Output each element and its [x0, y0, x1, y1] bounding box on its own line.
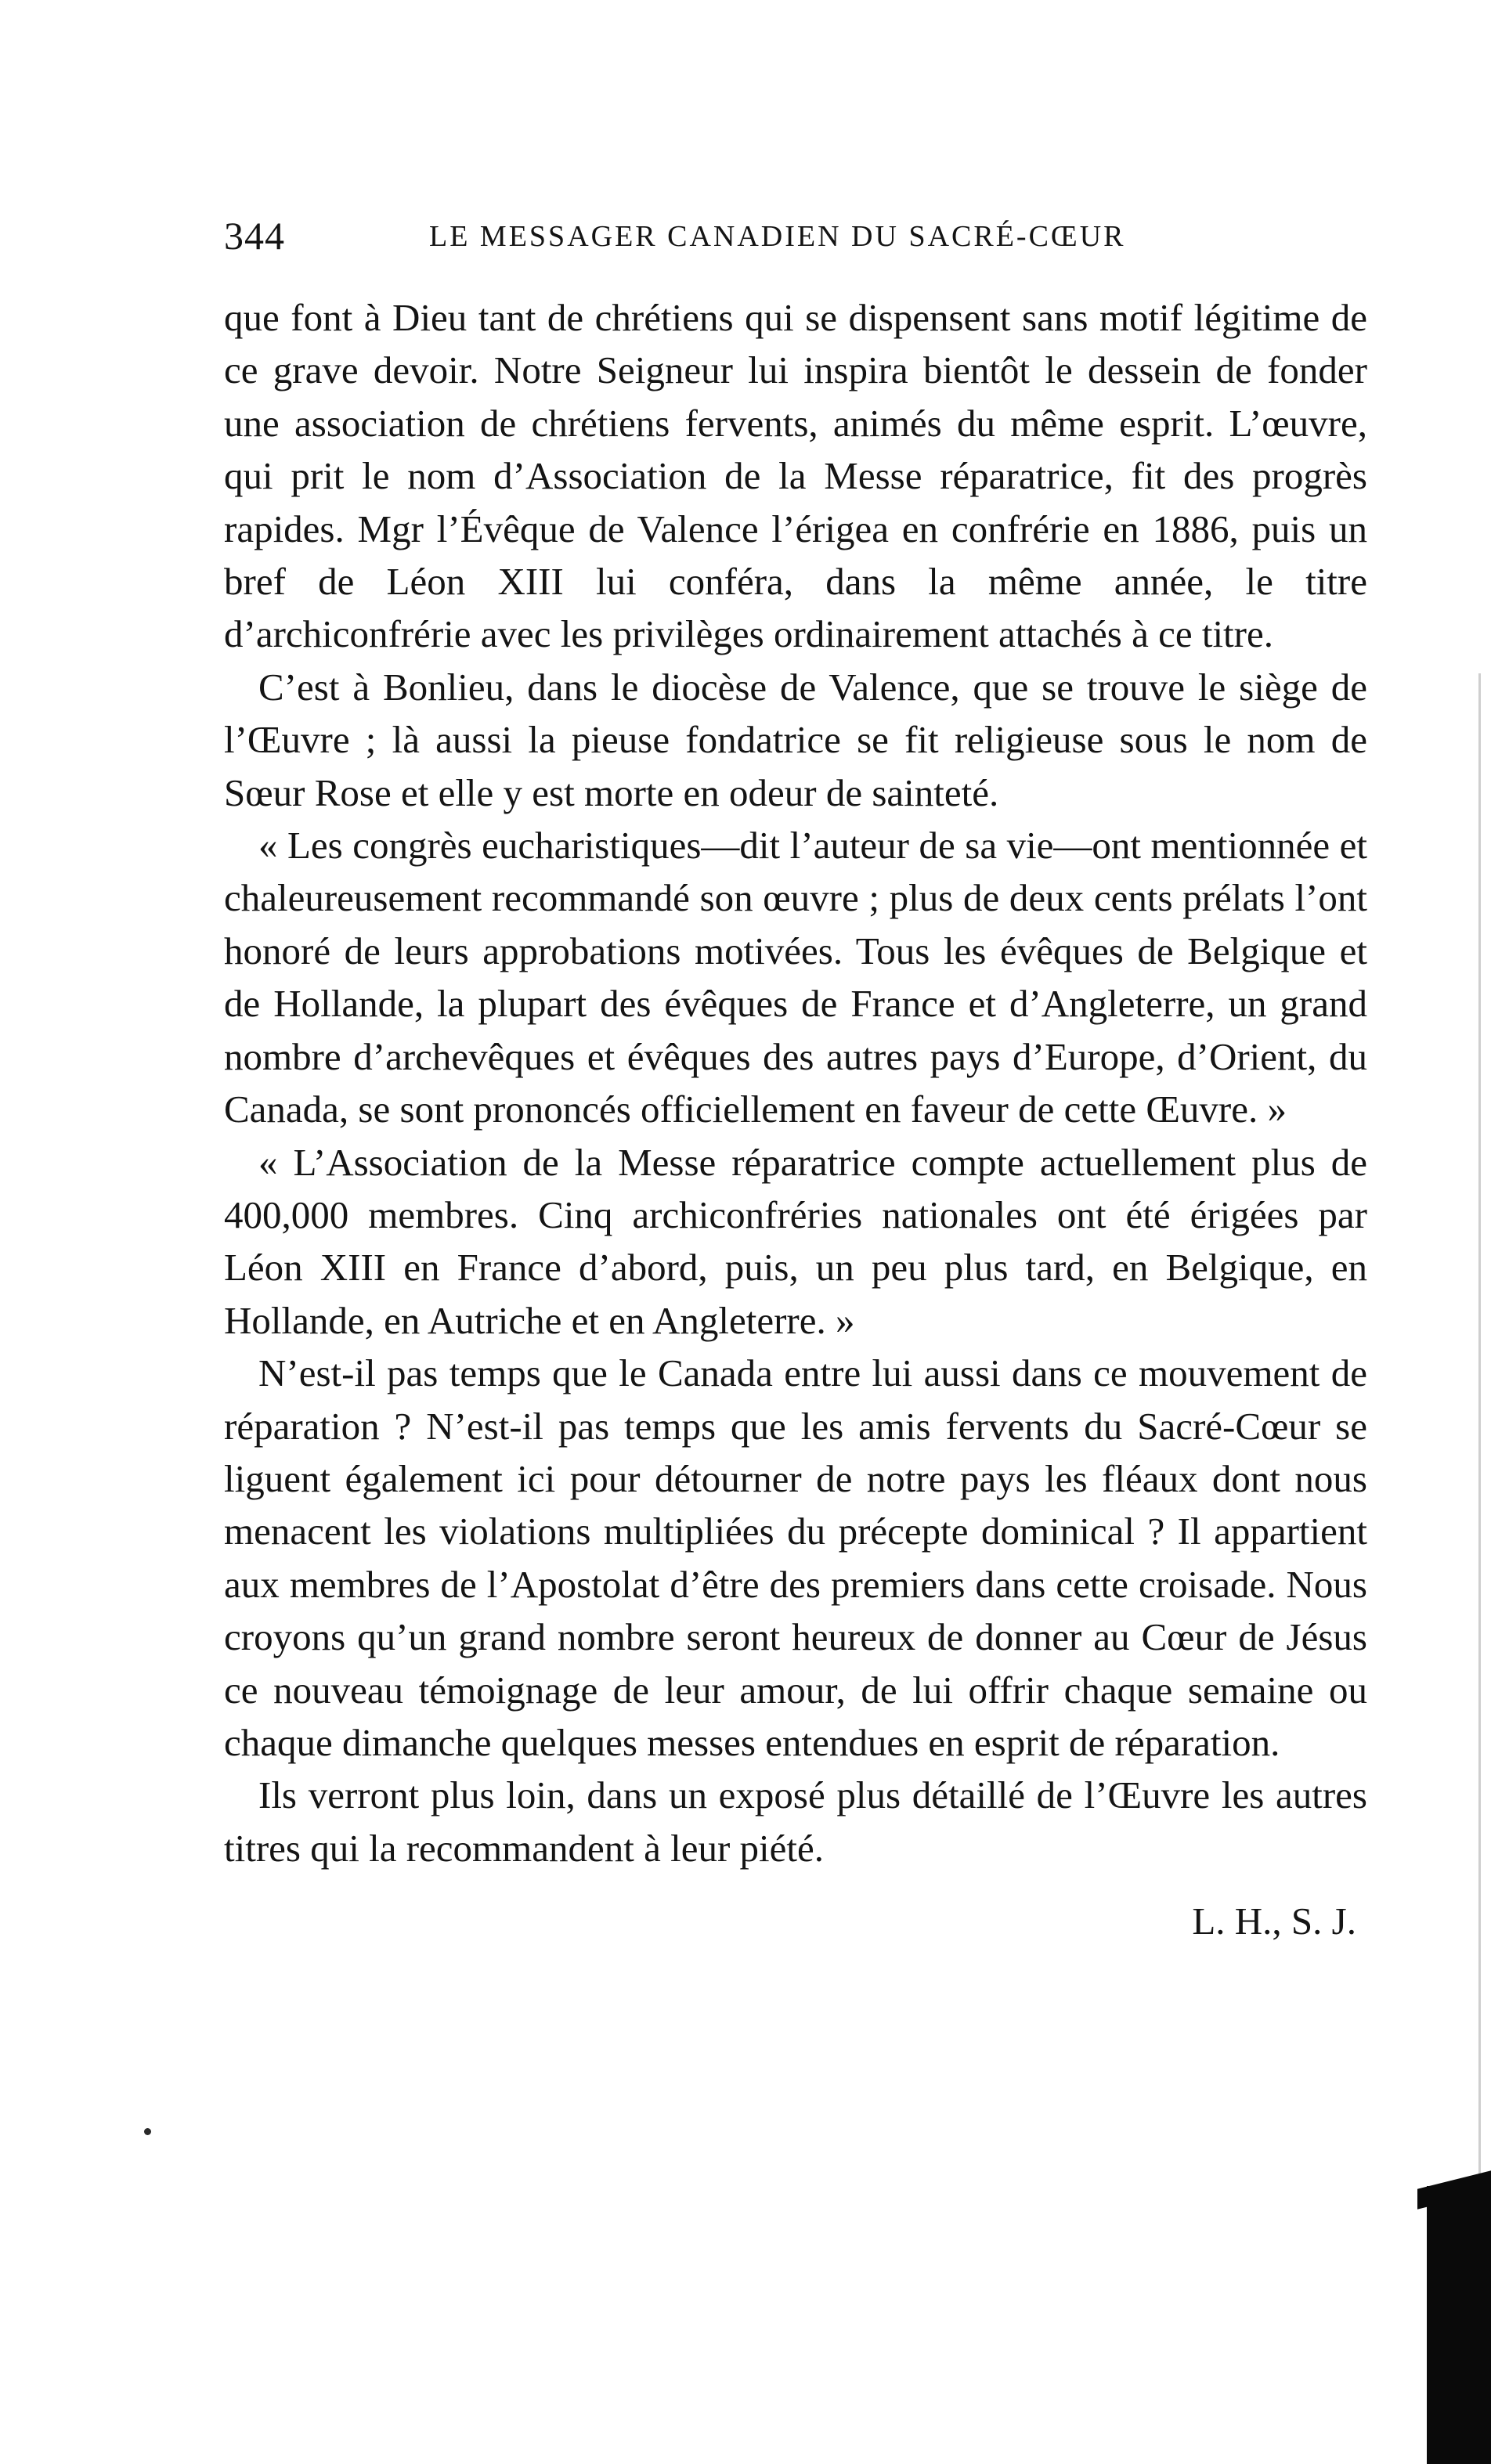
running-header — [224, 213, 1383, 260]
paragraph-canada: N’est-il pas temps que le Canada entre lui aussi dans ce mouvement de réparation ? N’est-il pas temps que les amis fervents du Sacré-Cœur se liguent également ici pour détourner de notre pays les fléaux dont nous menacent les violations multipliées du précepte dominical ? Il appartient aux membres de l’Apostolat d’être des premiers dans cette croisade. Nous croyons qu’un grand nombre seront heureux de donner au Cœur de Jésus ce nouveau témoignage de leur amour, de lui offrir chaque semaine ou chaque dimanche quelques messes entendues en esprit de réparation. — [224, 1351, 1367, 1764]
signature: L. H., S. J. — [1192, 1899, 1356, 1943]
paragraph-continuation: que font à Dieu tant de chrétiens qui se dispensent sans motif légitime de ce grave devoir. Notre Seigneur lui inspira bientôt le dessein de fonder une association de chrétiens fervents, animés du même esprit. L’œuvre, qui prit le nom d’Association de la Messe réparatrice, fit des progrès rapides. Mgr l’Évêque de Valence l’érigea en confrérie en 1886, puis un bref de Léon XIII lui conféra, dans la même année, le titre d’archiconfrérie avec les privilèges ordinairement attachés à ce titre. — [224, 296, 1367, 656]
running-title: LE MESSAGER CANADIEN DU SACRÉ-CŒUR — [429, 220, 1126, 253]
paragraph-bonlieu: C’est à Bonlieu, dans le diocèse de Valence, que se trouve le siège de l’Œuvre ; là aussi la pieuse fondatrice se fit religieuse sous le nom de Sœur Rose et elle y est morte en odeur de sainteté. — [224, 665, 1367, 814]
paragraph-closing: Ils verront plus loin, dans un exposé plus détaillé de l’Œuvre les autres titres qui la recommandent à leur piété. — [224, 1773, 1367, 1870]
scan-edge-line — [1478, 673, 1481, 2177]
scan-edge-shadow — [1427, 2186, 1491, 2464]
page-number: 344 — [224, 214, 285, 258]
scan-speck — [144, 2128, 151, 2135]
paragraph-congres: « Les congrès eucharistiques—dit l’auteur de sa vie—ont mentionnée et chaleureusement recommandé son œuvre ; plus de deux cents prélats l’ont honoré de leurs approbations motivées. Tous les évêques de Belgique et de Hollande, la plupart des évêques de France et d’Angleterre, un grand nombre d’archevêques et évêques des autres pays d’Europe, d’Orient, du Canada, se sont prononcés officiellement en faveur de cette Œuvre. » — [224, 824, 1367, 1131]
body-text — [224, 291, 1367, 1948]
paragraph-association: « L’Association de la Messe réparatrice compte actuellement plus de 400,000 membres. Cinq archiconfréries nationales ont été érigées par Léon XIII en France d’abord, puis, un peu plus tard, en Belgique, en Hollande, en Autriche et en Angleterre. » — [224, 1140, 1367, 1342]
